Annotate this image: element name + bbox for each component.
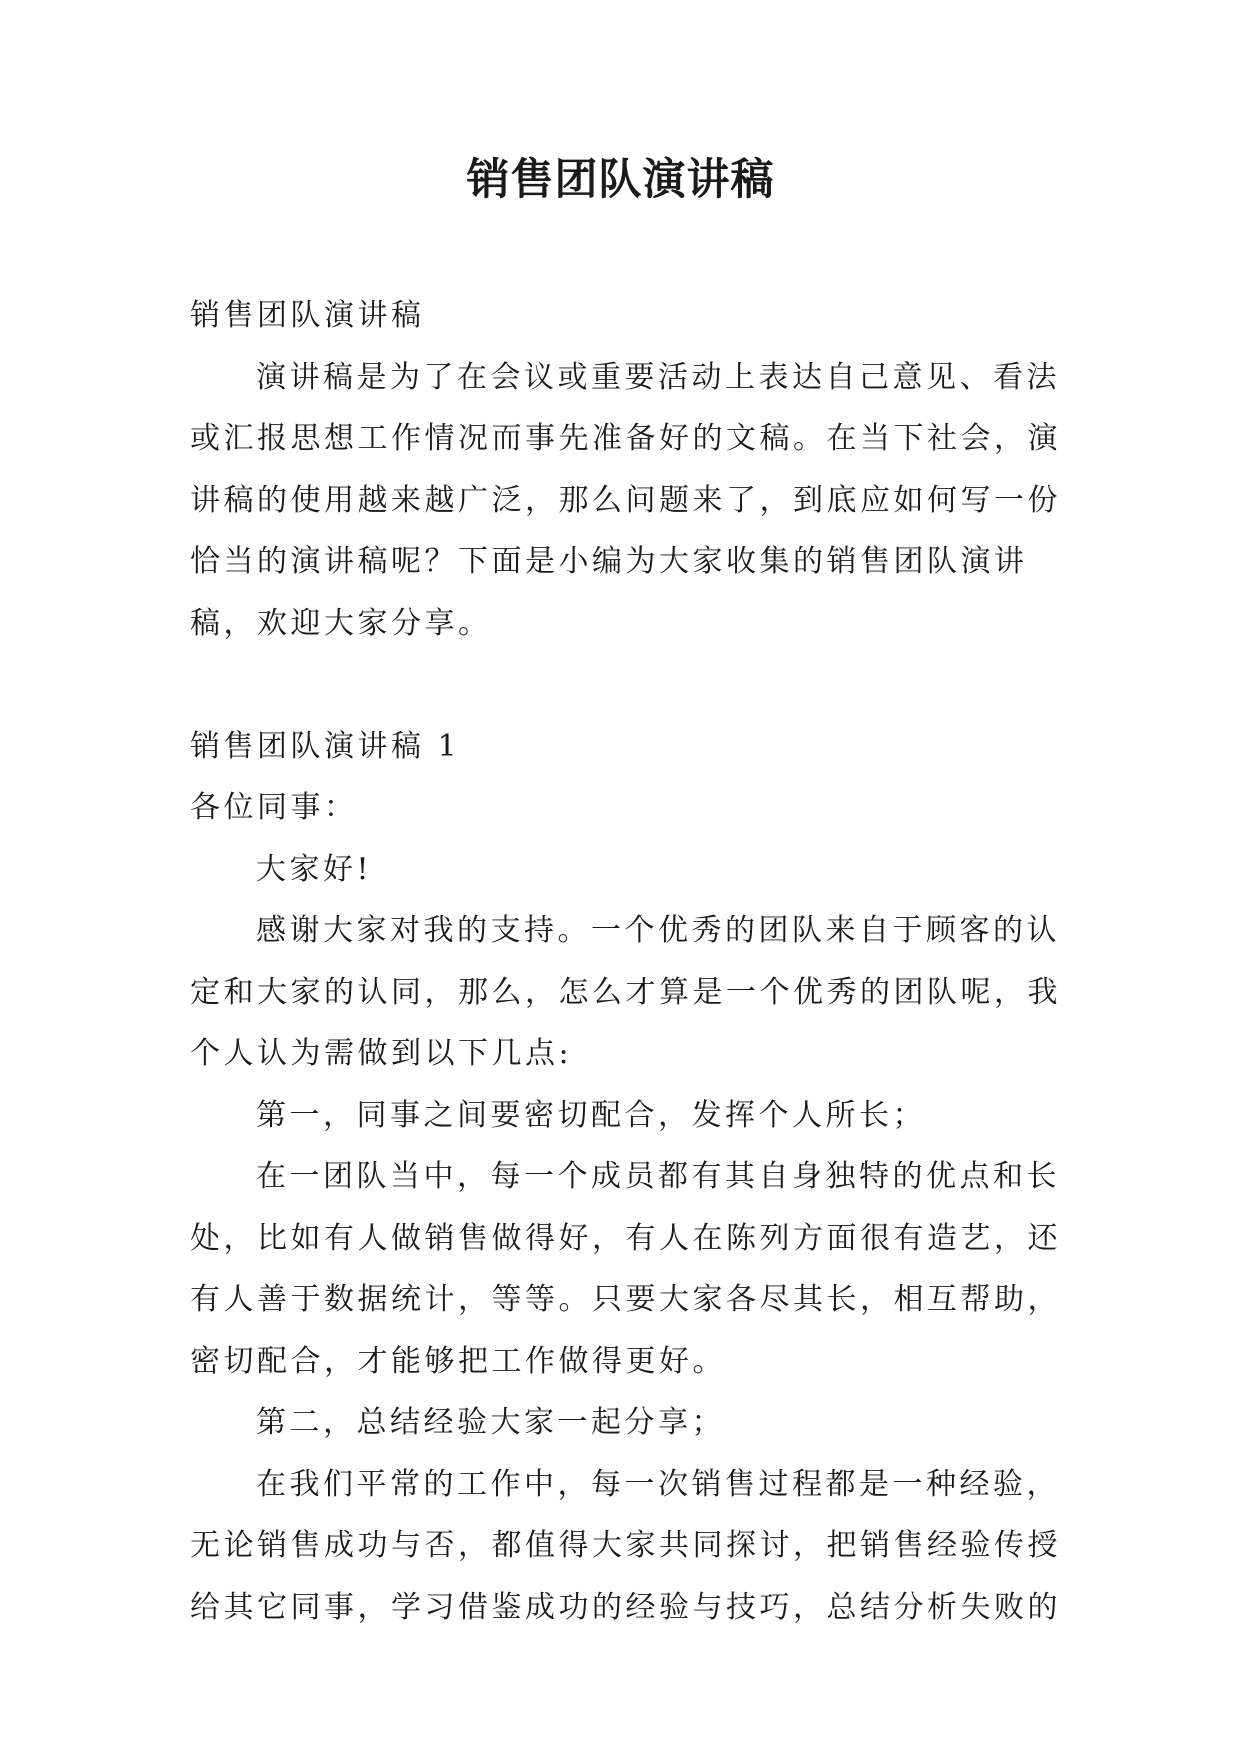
- body-paragraph: 在我们平常的工作中，每一次销售过程都是一种经验，无论销售成功与否，都值得大家共同探讨，把销售经验传授给其它同事，学习借鉴成功的经验与技巧，总结分析失败的: [190, 1466, 1061, 1625]
- document-title: 销售团队演讲稿: [466, 155, 775, 205]
- salutation: 各位同事：: [190, 790, 358, 825]
- paragraph-spacer: [190, 654, 1070, 716]
- greeting: 大家好!: [256, 851, 373, 887]
- body-paragraph: 在一团队当中，每一个成员都有其自身独特的优点和长处，比如有人做销售做得好，有人在陈列方面很有造艺，还有人善于数据统计，等等。只要大家各尽其长，相互帮助，密切配合，才能够把工作做得更好。: [190, 1159, 1061, 1379]
- section-heading-speech-1: 销售团队演讲稿 1: [190, 728, 461, 764]
- point-heading-first: 第一，同事之间要密切配合，发挥个人所长；: [256, 1097, 926, 1133]
- point-heading-second: 第二，总结经验大家一起分享；: [256, 1405, 725, 1440]
- section-heading-intro: 销售团队演讲稿: [190, 298, 425, 333]
- document-body: [190, 285, 1070, 1638]
- intro-paragraph: 演讲稿是为了在会议或重要活动上表达自己意见、看法或汇报思想工作情况而事先准备好的文稿。在当下社会，演讲稿的使用越来越广泛，那么问题来了，到底应如何写一份恰当的演讲稿呢？下面是小编为大家收集的销售团队演讲稿，欢迎大家分享。: [190, 359, 1061, 641]
- body-paragraph: 感谢大家对我的支持。一个优秀的团队来自于顾客的认定和大家的认同，那么，怎么才算是一个优秀的团队呢，我个人认为需做到以下几点:: [190, 913, 1061, 1071]
